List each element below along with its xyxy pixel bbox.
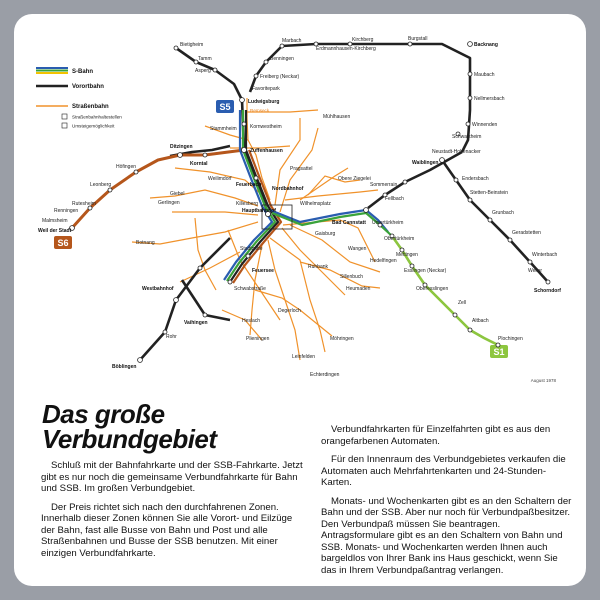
vorortbahn-lines <box>140 44 548 360</box>
svg-text:Asperg: Asperg <box>195 68 211 74</box>
svg-text:Endersbach: Endersbach <box>462 176 489 182</box>
page-title <box>42 399 282 454</box>
svg-text:Giebel: Giebel <box>170 191 185 197</box>
svg-text:Degerloch: Degerloch <box>278 308 301 314</box>
svg-text:Gerlingen: Gerlingen <box>158 200 180 206</box>
s6-line <box>72 150 244 228</box>
svg-text:Rutesheim: Rutesheim <box>72 201 96 207</box>
svg-text:Heumaden: Heumaden <box>346 286 371 292</box>
svg-text:Mettingen: Mettingen <box>396 252 418 258</box>
svg-text:Stadtmitte: Stadtmitte <box>240 246 263 252</box>
svg-text:Hauptbahnhof: Hauptbahnhof <box>242 208 276 214</box>
svg-text:Ludwigsburg: Ludwigsburg <box>248 99 280 105</box>
svg-text:Mühlhausen: Mühlhausen <box>323 114 351 120</box>
legend <box>36 68 122 129</box>
legend-umsteige: Umsteigemöglichkeit <box>72 123 115 129</box>
svg-text:Killesberg: Killesberg <box>236 201 258 207</box>
svg-text:Nellmersbach: Nellmersbach <box>474 96 505 102</box>
umsteige-icon <box>62 123 67 128</box>
svg-text:S5: S5 <box>219 102 231 112</box>
svg-text:Zuffenhausen: Zuffenhausen <box>250 148 283 154</box>
svg-text:Nordbahnhof: Nordbahnhof <box>272 186 304 192</box>
svg-text:Weiler: Weiler <box>528 268 543 274</box>
svg-text:Esslingen (Neckar): Esslingen (Neckar) <box>404 268 447 274</box>
svg-text:Obere Ziegelei: Obere Ziegelei <box>338 176 371 182</box>
paragraph: Monats- und Wochenkarten gibt es an den Schaltern der Bahn und der SSB. Aber nur noch für Verbundpaßbesitzer. Den Verbundpaß müssen Sie beantragen. Antragsformulare gibt es an den Schaltern von Bahn und SSB. Monats- und Wochenkarten werden Ihnen auch bargeldlos von Ihrer Bank ins Haus geschickt, wenn Sie das in Ihrem Verbundpaßantrag verlangen. <box>321 495 572 576</box>
svg-text:Kirchberg: Kirchberg <box>352 37 374 43</box>
svg-text:Heslach: Heslach <box>242 318 261 324</box>
svg-text:Ditzingen: Ditzingen <box>170 144 193 150</box>
svg-text:Böblingen: Böblingen <box>112 364 137 370</box>
legend-haltestelle: Straßenbahnhaltestellen <box>72 114 122 120</box>
svg-text:Sillenbuch: Sillenbuch <box>340 274 364 280</box>
svg-text:Tamm: Tamm <box>198 56 212 62</box>
title-line-1: Das große <box>42 399 165 429</box>
svg-text:Hedelfingen: Hedelfingen <box>370 258 397 264</box>
legend-vorortbahn: Vorortbahn <box>72 84 104 90</box>
svg-text:Vaihingen: Vaihingen <box>184 320 208 326</box>
svg-text:Untertürkheim: Untertürkheim <box>372 220 404 226</box>
paragraph: Verbundfahrkarten für Einzelfahrten gibt es aus den orangefarbenen Automaten. <box>321 424 551 447</box>
svg-text:Korntal: Korntal <box>190 161 208 167</box>
text-column-left <box>41 460 303 566</box>
svg-text:Wangen: Wangen <box>348 246 367 252</box>
svg-text:Obertürkheim: Obertürkheim <box>384 236 415 242</box>
svg-text:Leinfelden: Leinfelden <box>292 354 316 360</box>
svg-text:Westbahnhof: Westbahnhof <box>142 286 174 292</box>
paragraph: Der Preis richtet sich nach den durchfahrenen Zonen. Innerhalb dieser Zonen können Sie alle Vorort- und Eilzüge der Bahn, fast alle Busse von Bahn und Post und alle Straßenbahnen und Busse der SSB benutzen. Mit einer einzigen Verbundfahrkarte. <box>41 501 293 559</box>
svg-text:Backnang: Backnang <box>474 42 498 48</box>
svg-text:Kornwestheim: Kornwestheim <box>250 124 282 130</box>
svg-text:Bietigheim: Bietigheim <box>180 42 204 48</box>
svg-text:Altbach: Altbach <box>472 318 489 324</box>
svg-text:Remseck: Remseck <box>250 108 270 113</box>
svg-text:Renningen: Renningen <box>54 208 79 214</box>
svg-text:Weil der Stadt: Weil der Stadt <box>38 228 72 234</box>
svg-text:Waiblingen: Waiblingen <box>412 160 439 166</box>
svg-text:Schwaikheim: Schwaikheim <box>452 134 482 140</box>
svg-text:Fellbach: Fellbach <box>385 196 404 202</box>
svg-text:Winnenden: Winnenden <box>472 122 498 128</box>
svg-text:Höfingen: Höfingen <box>116 164 137 170</box>
svg-text:Benningen: Benningen <box>270 56 294 62</box>
svg-text:Grunbach: Grunbach <box>492 210 514 216</box>
legend-sbahn: S-Bahn <box>72 69 93 75</box>
svg-text:Gaisburg: Gaisburg <box>315 231 336 237</box>
legend-strassenbahn: Straßenbahn <box>72 104 109 110</box>
svg-text:Burgstall: Burgstall <box>408 36 428 42</box>
svg-text:Favoritepark: Favoritepark <box>252 86 280 92</box>
svg-text:Bad Cannstatt: Bad Cannstatt <box>332 220 366 226</box>
svg-text:Oberesslingen: Oberesslingen <box>416 286 449 292</box>
svg-text:Malmsheim: Malmsheim <box>42 218 68 224</box>
paragraph: Für den Innenraum des Verbundgebietes verkaufen die Automaten auch Mehrfahrtenkarten und 24-Stunden-Karten. <box>321 454 566 488</box>
svg-text:Wilhelmsplatz: Wilhelmsplatz <box>300 201 331 207</box>
svg-text:Leonberg: Leonberg <box>90 182 112 188</box>
svg-text:Ruhbank: Ruhbank <box>308 264 329 270</box>
svg-text:Stammheim: Stammheim <box>210 126 237 132</box>
haltestelle-icon <box>62 114 67 119</box>
svg-text:Pragsattel: Pragsattel <box>290 166 313 172</box>
title-line-2: Verbundgebiet <box>42 424 217 454</box>
svg-text:Weilimdorf: Weilimdorf <box>208 176 232 182</box>
svg-text:Erdmannhausen-Kirchberg: Erdmannhausen-Kirchberg <box>316 46 376 52</box>
svg-text:Maubach: Maubach <box>474 72 495 78</box>
svg-text:Feuersee: Feuersee <box>252 268 274 274</box>
badge-s5 <box>216 100 234 113</box>
badge-s6 <box>54 236 72 249</box>
station-labels <box>38 36 561 378</box>
svg-text:Geradstetten: Geradstetten <box>512 230 541 236</box>
svg-text:Sommerrain: Sommerrain <box>370 182 398 188</box>
svg-text:Neustadt-Hohenacker: Neustadt-Hohenacker <box>432 149 481 155</box>
svg-text:Schwabstraße: Schwabstraße <box>234 286 266 292</box>
map-card <box>14 14 586 586</box>
svg-text:Echterdingen: Echterdingen <box>310 372 340 378</box>
transit-map <box>14 14 586 394</box>
svg-text:Botnang: Botnang <box>136 240 155 246</box>
svg-text:Schorndorf: Schorndorf <box>534 288 561 294</box>
text-column-right <box>321 424 573 583</box>
date-note: August 1978 <box>530 378 556 383</box>
svg-text:Plieningen: Plieningen <box>246 336 270 342</box>
svg-text:S6: S6 <box>57 238 69 248</box>
svg-text:Marbach: Marbach <box>282 38 302 44</box>
svg-text:Möhringen: Möhringen <box>330 336 354 342</box>
svg-text:Winterbach: Winterbach <box>532 252 558 258</box>
svg-text:Plochingen: Plochingen <box>498 336 523 342</box>
svg-text:S1: S1 <box>493 347 505 357</box>
svg-text:Zell: Zell <box>458 300 467 306</box>
paragraph: Schluß mit der Bahnfahrkarte und der SSB-Fahrkarte. Jetzt gibt es nur noch die gemeinsame Verbundfahrkarte für Bahn und SSB. Im großen Verbundgebiet. <box>41 460 303 494</box>
svg-text:Stetten-Beinstein: Stetten-Beinstein <box>470 190 509 196</box>
svg-text:Freiberg (Neckar): Freiberg (Neckar) <box>260 74 300 80</box>
svg-text:Rohr: Rohr <box>166 334 177 340</box>
svg-text:Feuerbach: Feuerbach <box>236 182 262 188</box>
